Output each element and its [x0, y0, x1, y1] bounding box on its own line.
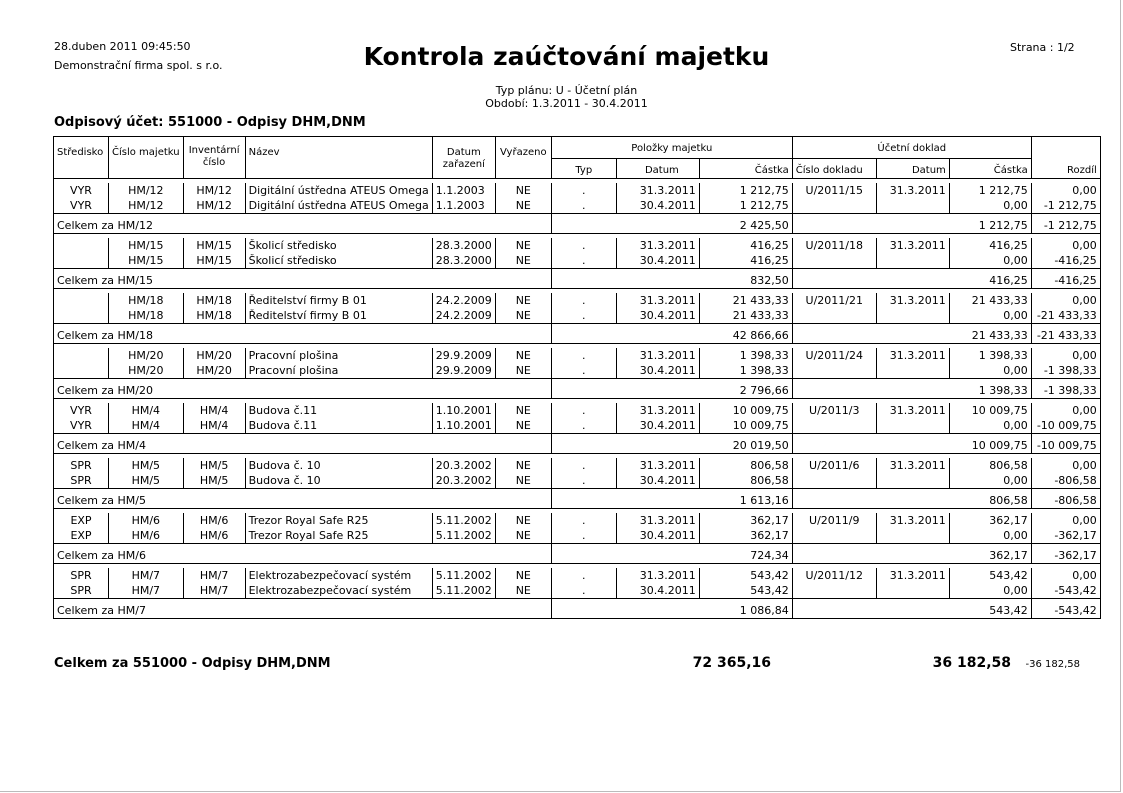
col-inv-no	[183, 137, 245, 179]
cell-asset-no: HM/12	[109, 183, 184, 198]
cell-doc-date: 31.3.2011	[876, 403, 949, 418]
cell-disposed: NE	[495, 363, 551, 379]
cell-date-in: 1.1.2003	[432, 183, 495, 198]
cell-disposed: NE	[495, 528, 551, 544]
cell-date-in: 1.10.2001	[432, 418, 495, 434]
group-total-row	[54, 599, 1101, 619]
cell-doc-amount: 1 398,33	[949, 348, 1031, 363]
table-row	[54, 513, 1101, 528]
cell-inv-no: HM/18	[183, 293, 245, 308]
cell-inv-no: HM/5	[183, 473, 245, 489]
cell-type: .	[551, 198, 616, 214]
cell-doc-amount: 0,00	[949, 418, 1031, 434]
table-row	[54, 473, 1101, 489]
report-period: Období: 1.3.2011 - 30.4.2011	[485, 97, 648, 110]
group-total-difference: -362,17	[1031, 544, 1100, 564]
cell-doc-no	[792, 198, 876, 214]
table-row	[54, 403, 1101, 418]
cell-disposed: NE	[495, 513, 551, 528]
cell-amount: 806,58	[699, 458, 792, 473]
grand-total-label: Celkem za 551000 - Odpisy DHM,DNM	[54, 656, 331, 671]
cell-type: .	[551, 363, 616, 379]
cell-type: .	[551, 458, 616, 473]
report-title: Kontrola zaúčtování majetku	[363, 42, 770, 71]
table-row	[54, 363, 1101, 379]
cell-difference: -1 212,75	[1031, 198, 1100, 214]
group-total-doc-amount: 21 433,33	[792, 324, 1031, 344]
table-row	[54, 348, 1101, 363]
cell-doc-date	[876, 363, 949, 379]
cell-doc-date	[876, 528, 949, 544]
group-total-label: Celkem za HM/20	[54, 379, 552, 399]
group-total-amount: 20 019,50	[551, 434, 792, 454]
table-row	[54, 198, 1101, 214]
cell-doc-amount: 21 433,33	[949, 293, 1031, 308]
col-accounting-doc: Účetní doklad	[792, 137, 1031, 159]
cell-inv-no: HM/7	[183, 568, 245, 583]
cell-difference: 0,00	[1031, 348, 1100, 363]
cell-doc-no: U/2011/24	[792, 348, 876, 363]
cell-difference: 0,00	[1031, 403, 1100, 418]
page-number: Strana : 1/2	[1010, 41, 1075, 54]
cell-amount: 10 009,75	[699, 403, 792, 418]
cell-name: Budova č. 10	[245, 458, 432, 473]
group-total-amount: 42 866,66	[551, 324, 792, 344]
col-date-in-line1: Datum	[446, 147, 481, 158]
cell-difference: -21 433,33	[1031, 308, 1100, 324]
cell-amount: 1 398,33	[699, 363, 792, 379]
cell-doc-amount: 0,00	[949, 253, 1031, 269]
cell-center: SPR	[54, 568, 109, 583]
cell-center	[54, 308, 109, 324]
cell-amount: 543,42	[699, 583, 792, 599]
cell-doc-no	[792, 418, 876, 434]
cell-center	[54, 348, 109, 363]
group-total-row	[54, 489, 1101, 509]
cell-center: SPR	[54, 473, 109, 489]
cell-doc-date	[876, 583, 949, 599]
table-row	[54, 458, 1101, 473]
cell-type: .	[551, 308, 616, 324]
cell-amount: 416,25	[699, 238, 792, 253]
grand-total-amount: 72 365,16	[692, 655, 771, 671]
cell-center: SPR	[54, 458, 109, 473]
cell-inv-no: HM/4	[183, 403, 245, 418]
group-total-label: Celkem za HM/7	[54, 599, 552, 619]
cell-amount: 362,17	[699, 528, 792, 544]
cell-doc-amount: 0,00	[949, 363, 1031, 379]
col-disposed: Vyřazeno	[495, 137, 551, 179]
cell-name: Pracovní plošina	[245, 363, 432, 379]
group-total-difference: -416,25	[1031, 269, 1100, 289]
cell-inv-no: HM/7	[183, 583, 245, 599]
cell-date: 31.3.2011	[616, 238, 699, 253]
cell-disposed: NE	[495, 293, 551, 308]
cell-date: 31.3.2011	[616, 183, 699, 198]
cell-date: 31.3.2011	[616, 293, 699, 308]
cell-center	[54, 238, 109, 253]
cell-name: Elektrozabezpečovací systém	[245, 568, 432, 583]
cell-asset-no: HM/5	[109, 473, 184, 489]
group-total-doc-amount: 1 398,33	[792, 379, 1031, 399]
cell-asset-no: HM/4	[109, 418, 184, 434]
cell-date-in: 20.3.2002	[432, 473, 495, 489]
cell-inv-no: HM/12	[183, 198, 245, 214]
group-total-label: Celkem za HM/12	[54, 214, 552, 234]
header-row-1	[54, 137, 1101, 159]
cell-date: 31.3.2011	[616, 513, 699, 528]
cell-asset-no: HM/5	[109, 458, 184, 473]
cell-difference: 0,00	[1031, 238, 1100, 253]
cell-date-in: 5.11.2002	[432, 513, 495, 528]
cell-doc-no	[792, 308, 876, 324]
group-total-difference: -543,42	[1031, 599, 1100, 619]
col-inv-no-line2: číslo	[202, 157, 226, 168]
cell-amount: 1 212,75	[699, 198, 792, 214]
cell-type: .	[551, 473, 616, 489]
cell-amount: 416,25	[699, 253, 792, 269]
cell-disposed: NE	[495, 403, 551, 418]
cell-inv-no: HM/4	[183, 418, 245, 434]
cell-date-in: 1.10.2001	[432, 403, 495, 418]
cell-doc-date	[876, 253, 949, 269]
col-doc-date: Datum	[876, 159, 949, 179]
group-total-amount: 1 086,84	[551, 599, 792, 619]
cell-date-in: 29.9.2009	[432, 363, 495, 379]
group-total-amount: 1 613,16	[551, 489, 792, 509]
cell-difference: 0,00	[1031, 458, 1100, 473]
cell-doc-date: 31.3.2011	[876, 238, 949, 253]
cell-amount: 10 009,75	[699, 418, 792, 434]
group-total-amount: 724,34	[551, 544, 792, 564]
cell-date: 31.3.2011	[616, 568, 699, 583]
table-row	[54, 418, 1101, 434]
cell-asset-no: HM/4	[109, 403, 184, 418]
col-asset-no: Číslo majetku	[109, 137, 184, 179]
group-total-difference: -806,58	[1031, 489, 1100, 509]
cell-doc-no	[792, 473, 876, 489]
cell-date-in: 5.11.2002	[432, 583, 495, 599]
cell-amount: 1 398,33	[699, 348, 792, 363]
cell-doc-date: 31.3.2011	[876, 293, 949, 308]
cell-doc-no: U/2011/6	[792, 458, 876, 473]
cell-difference: 0,00	[1031, 293, 1100, 308]
cell-doc-date: 31.3.2011	[876, 513, 949, 528]
report-table	[53, 136, 1101, 619]
cell-type: .	[551, 403, 616, 418]
cell-date: 31.3.2011	[616, 458, 699, 473]
cell-disposed: NE	[495, 473, 551, 489]
group-total-row	[54, 544, 1101, 564]
cell-difference: -806,58	[1031, 473, 1100, 489]
cell-doc-date: 31.3.2011	[876, 568, 949, 583]
cell-disposed: NE	[495, 308, 551, 324]
group-total-row	[54, 324, 1101, 344]
cell-center	[54, 293, 109, 308]
group-total-difference: -10 009,75	[1031, 434, 1100, 454]
cell-difference: 0,00	[1031, 513, 1100, 528]
cell-doc-amount: 1 212,75	[949, 183, 1031, 198]
cell-date-in: 1.1.2003	[432, 198, 495, 214]
cell-date: 30.4.2011	[616, 528, 699, 544]
cell-name: Trezor Royal Safe R25	[245, 513, 432, 528]
cell-date: 31.3.2011	[616, 348, 699, 363]
cell-date-in: 28.3.2000	[432, 238, 495, 253]
account-heading: Odpisový účet: 551000 - Odpisy DHM,DNM	[54, 115, 366, 130]
cell-center: EXP	[54, 528, 109, 544]
cell-name: Pracovní plošina	[245, 348, 432, 363]
cell-date: 30.4.2011	[616, 418, 699, 434]
cell-date-in: 5.11.2002	[432, 528, 495, 544]
cell-name: Budova č.11	[245, 403, 432, 418]
cell-disposed: NE	[495, 238, 551, 253]
group-total-difference: -1 398,33	[1031, 379, 1100, 399]
cell-inv-no: HM/15	[183, 238, 245, 253]
group-total-doc-amount: 806,58	[792, 489, 1031, 509]
table-row	[54, 293, 1101, 308]
cell-doc-no: U/2011/12	[792, 568, 876, 583]
col-date-in	[432, 137, 495, 179]
cell-date: 30.4.2011	[616, 253, 699, 269]
group-total-label: Celkem za HM/18	[54, 324, 552, 344]
col-date-in-line2: zařazení	[442, 159, 485, 170]
cell-disposed: NE	[495, 568, 551, 583]
cell-name: Trezor Royal Safe R25	[245, 528, 432, 544]
grand-total-difference: -36 182,58	[1025, 659, 1080, 670]
cell-asset-no: HM/20	[109, 363, 184, 379]
group-total-label: Celkem za HM/5	[54, 489, 552, 509]
cell-asset-no: HM/6	[109, 528, 184, 544]
cell-type: .	[551, 513, 616, 528]
cell-type: .	[551, 348, 616, 363]
cell-type: .	[551, 568, 616, 583]
cell-amount: 806,58	[699, 473, 792, 489]
cell-name: Digitální ústředna ATEUS Omega	[245, 183, 432, 198]
cell-doc-no: U/2011/21	[792, 293, 876, 308]
cell-center: VYR	[54, 198, 109, 214]
group-total-doc-amount: 416,25	[792, 269, 1031, 289]
group-total-amount: 832,50	[551, 269, 792, 289]
cell-doc-no: U/2011/9	[792, 513, 876, 528]
report-datetime: 28.duben 2011 09:45:50	[54, 40, 191, 53]
cell-doc-no: U/2011/18	[792, 238, 876, 253]
cell-doc-date: 31.3.2011	[876, 183, 949, 198]
cell-asset-no: HM/18	[109, 308, 184, 324]
cell-disposed: NE	[495, 348, 551, 363]
cell-disposed: NE	[495, 583, 551, 599]
group-total-doc-amount: 362,17	[792, 544, 1031, 564]
cell-doc-no	[792, 583, 876, 599]
cell-center: EXP	[54, 513, 109, 528]
col-amount: Částka	[699, 159, 792, 179]
cell-type: .	[551, 183, 616, 198]
cell-name: Elektrozabezpečovací systém	[245, 583, 432, 599]
cell-doc-date	[876, 308, 949, 324]
cell-name: Školicí středisko	[245, 253, 432, 269]
cell-date-in: 24.2.2009	[432, 308, 495, 324]
cell-center	[54, 253, 109, 269]
group-total-row	[54, 269, 1101, 289]
cell-inv-no: HM/20	[183, 348, 245, 363]
cell-difference: -1 398,33	[1031, 363, 1100, 379]
cell-doc-date: 31.3.2011	[876, 458, 949, 473]
col-asset-items: Položky majetku	[551, 137, 792, 159]
cell-doc-no: U/2011/3	[792, 403, 876, 418]
cell-doc-date	[876, 198, 949, 214]
cell-difference: -543,42	[1031, 583, 1100, 599]
cell-doc-no	[792, 363, 876, 379]
cell-center: VYR	[54, 418, 109, 434]
cell-doc-no: U/2011/15	[792, 183, 876, 198]
cell-amount: 543,42	[699, 568, 792, 583]
cell-date-in: 24.2.2009	[432, 293, 495, 308]
group-total-label: Celkem za HM/4	[54, 434, 552, 454]
cell-difference: -416,25	[1031, 253, 1100, 269]
cell-difference: -10 009,75	[1031, 418, 1100, 434]
group-total-row	[54, 379, 1101, 399]
cell-asset-no: HM/20	[109, 348, 184, 363]
col-difference: Rozdíl	[1031, 137, 1100, 179]
cell-doc-date	[876, 473, 949, 489]
cell-asset-no: HM/15	[109, 253, 184, 269]
cell-difference: 0,00	[1031, 568, 1100, 583]
col-inv-no-line1: Inventární	[188, 145, 240, 156]
cell-center: SPR	[54, 583, 109, 599]
cell-doc-amount: 416,25	[949, 238, 1031, 253]
cell-asset-no: HM/18	[109, 293, 184, 308]
table-row	[54, 238, 1101, 253]
cell-doc-amount: 0,00	[949, 198, 1031, 214]
cell-amount: 21 433,33	[699, 308, 792, 324]
cell-amount: 362,17	[699, 513, 792, 528]
group-total-difference: -1 212,75	[1031, 214, 1100, 234]
cell-date: 30.4.2011	[616, 308, 699, 324]
cell-doc-amount: 10 009,75	[949, 403, 1031, 418]
group-total-doc-amount: 1 212,75	[792, 214, 1031, 234]
cell-name: Ředitelství firmy B 01	[245, 308, 432, 324]
cell-difference: 0,00	[1031, 183, 1100, 198]
cell-date-in: 28.3.2000	[432, 253, 495, 269]
cell-type: .	[551, 238, 616, 253]
table-row	[54, 528, 1101, 544]
cell-doc-amount: 806,58	[949, 458, 1031, 473]
table-row	[54, 308, 1101, 324]
group-total-doc-amount: 10 009,75	[792, 434, 1031, 454]
col-doc-amount: Částka	[949, 159, 1031, 179]
cell-doc-no	[792, 528, 876, 544]
table-row	[54, 253, 1101, 269]
cell-doc-amount: 0,00	[949, 473, 1031, 489]
cell-center: VYR	[54, 183, 109, 198]
cell-center: VYR	[54, 403, 109, 418]
group-total-label: Celkem za HM/6	[54, 544, 552, 564]
group-total-amount: 2 425,50	[551, 214, 792, 234]
group-total-row	[54, 434, 1101, 454]
cell-type: .	[551, 583, 616, 599]
cell-type: .	[551, 528, 616, 544]
cell-date: 30.4.2011	[616, 363, 699, 379]
group-total-label: Celkem za HM/15	[54, 269, 552, 289]
cell-doc-amount: 0,00	[949, 528, 1031, 544]
cell-amount: 1 212,75	[699, 183, 792, 198]
col-name: Název	[245, 137, 432, 179]
col-center: Středisko	[54, 137, 109, 179]
group-total-difference: -21 433,33	[1031, 324, 1100, 344]
grand-total-doc-amount: 36 182,58	[932, 655, 1011, 671]
cell-doc-date: 31.3.2011	[876, 348, 949, 363]
cell-disposed: NE	[495, 418, 551, 434]
cell-type: .	[551, 418, 616, 434]
group-total-doc-amount: 543,42	[792, 599, 1031, 619]
cell-name: Budova č. 10	[245, 473, 432, 489]
cell-doc-date	[876, 418, 949, 434]
cell-inv-no: HM/18	[183, 308, 245, 324]
group-total-row	[54, 214, 1101, 234]
cell-asset-no: HM/7	[109, 568, 184, 583]
cell-doc-amount: 0,00	[949, 308, 1031, 324]
cell-disposed: NE	[495, 458, 551, 473]
cell-doc-no	[792, 253, 876, 269]
cell-doc-amount: 362,17	[949, 513, 1031, 528]
cell-disposed: NE	[495, 198, 551, 214]
cell-asset-no: HM/15	[109, 238, 184, 253]
cell-inv-no: HM/12	[183, 183, 245, 198]
table-row	[54, 583, 1101, 599]
cell-doc-amount: 0,00	[949, 583, 1031, 599]
table-row	[54, 183, 1101, 198]
cell-date-in: 5.11.2002	[432, 568, 495, 583]
plan-type: Typ plánu: U - Účetní plán	[495, 84, 638, 97]
cell-type: .	[551, 293, 616, 308]
cell-date: 30.4.2011	[616, 583, 699, 599]
cell-inv-no: HM/20	[183, 363, 245, 379]
cell-disposed: NE	[495, 183, 551, 198]
cell-inv-no: HM/6	[183, 513, 245, 528]
cell-center	[54, 363, 109, 379]
cell-doc-amount: 543,42	[949, 568, 1031, 583]
cell-inv-no: HM/15	[183, 253, 245, 269]
cell-name: Budova č.11	[245, 418, 432, 434]
table-row	[54, 568, 1101, 583]
cell-type: .	[551, 253, 616, 269]
cell-inv-no: HM/5	[183, 458, 245, 473]
cell-date-in: 20.3.2002	[432, 458, 495, 473]
cell-name: Školicí středisko	[245, 238, 432, 253]
cell-name: Ředitelství firmy B 01	[245, 293, 432, 308]
cell-name: Digitální ústředna ATEUS Omega	[245, 198, 432, 214]
col-date: Datum	[616, 159, 699, 179]
cell-date-in: 29.9.2009	[432, 348, 495, 363]
cell-disposed: NE	[495, 253, 551, 269]
cell-amount: 21 433,33	[699, 293, 792, 308]
company-name: Demonstrační firma spol. s r.o.	[54, 59, 223, 72]
cell-asset-no: HM/6	[109, 513, 184, 528]
cell-date: 30.4.2011	[616, 473, 699, 489]
col-type: Typ	[551, 159, 616, 179]
cell-asset-no: HM/12	[109, 198, 184, 214]
cell-date: 31.3.2011	[616, 403, 699, 418]
group-total-amount: 2 796,66	[551, 379, 792, 399]
table-body	[54, 137, 1101, 619]
cell-date: 30.4.2011	[616, 198, 699, 214]
col-doc-no: Číslo dokladu	[792, 159, 876, 179]
cell-inv-no: HM/6	[183, 528, 245, 544]
cell-asset-no: HM/7	[109, 583, 184, 599]
cell-difference: -362,17	[1031, 528, 1100, 544]
